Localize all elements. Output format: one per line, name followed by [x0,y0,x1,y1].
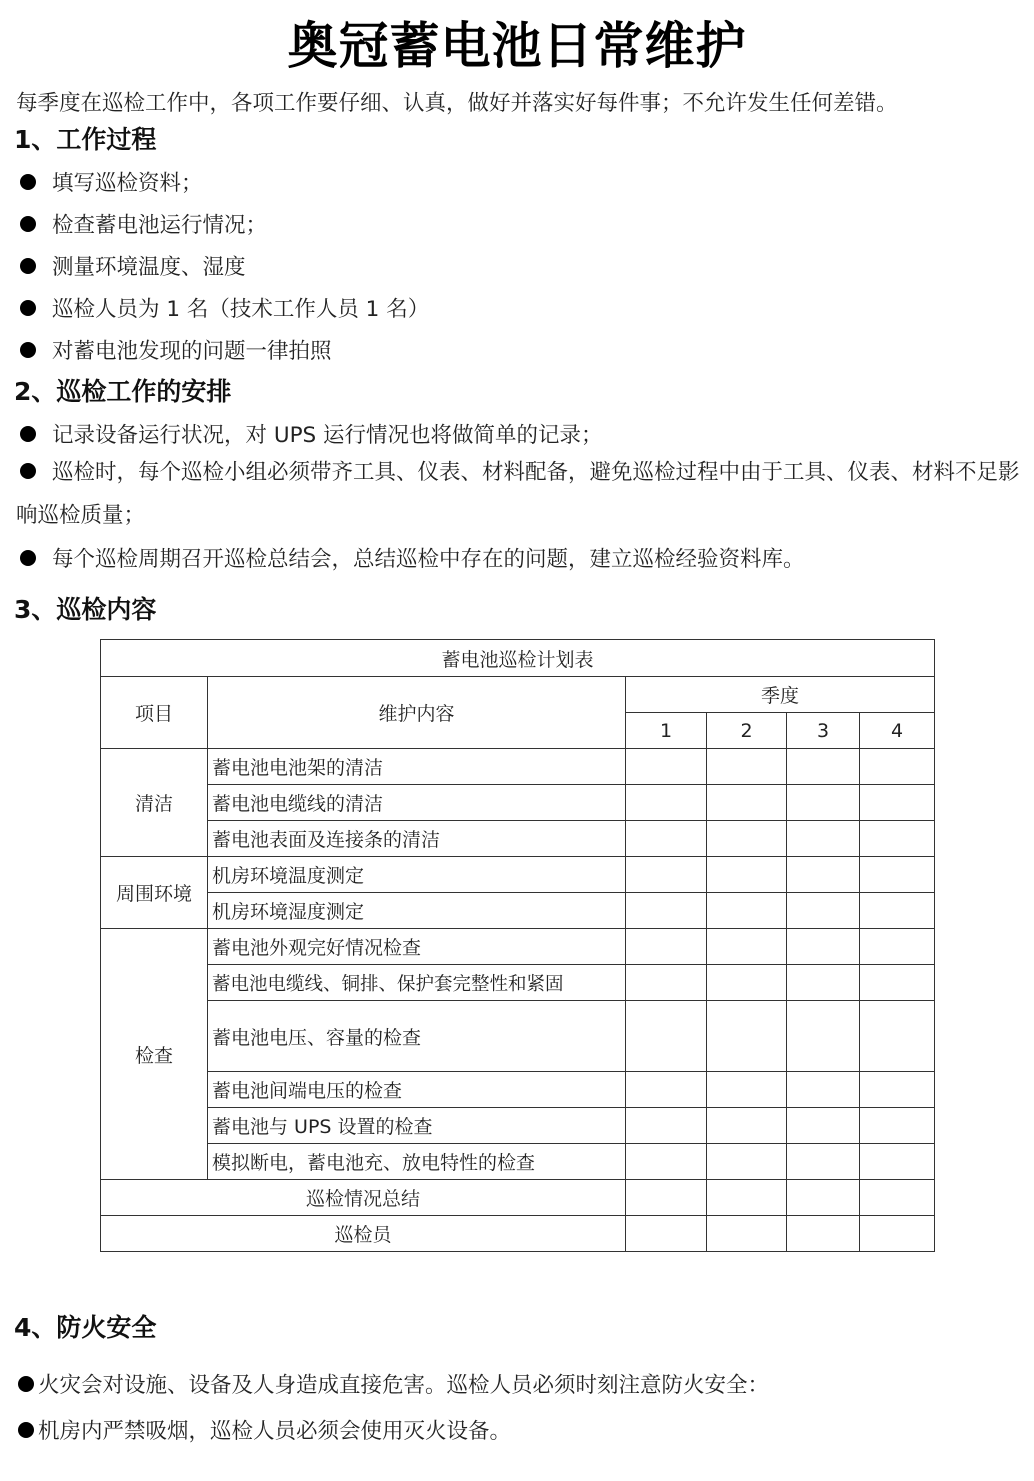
table-row [101,857,935,893]
check-cell [787,1216,860,1252]
check-cell [860,749,935,785]
check-cell [787,1108,860,1144]
check-cell [787,1144,860,1180]
section-heading-inspection-content: 3、巡检内容 [14,595,157,624]
check-cell [626,893,707,929]
check-cell [626,749,707,785]
check-cell [626,1072,707,1108]
check-cell [707,821,787,857]
check-cell [707,749,787,785]
header-item: 项目 [101,677,208,749]
header-quarter-3: 3 [787,713,860,749]
table-row [101,1216,935,1252]
check-cell [626,1001,707,1072]
check-cell [626,965,707,1001]
task-cell: 蓄电池电缆线的清洁 [208,785,626,821]
check-cell [626,1216,707,1252]
check-cell [860,1001,935,1072]
category-environment: 周围环境 [101,857,208,929]
check-cell [707,1001,787,1072]
task-cell: 机房环境温度测定 [208,857,626,893]
check-cell [707,785,787,821]
check-cell [787,1072,860,1108]
header-quarter-4: 4 [860,713,935,749]
list-item: 巡检人员为 1 名（技术工作人员 1 名） [16,292,429,323]
check-cell [787,821,860,857]
check-cell [787,965,860,1001]
list-item: 火灾会对设施、设备及人身造成直接危害。巡检人员必须时刻注意防火安全： [16,1368,769,1399]
table-row [101,929,935,965]
check-cell [787,1180,860,1216]
task-cell: 蓄电池间端电压的检查 [208,1072,626,1108]
task-cell: 机房环境湿度测定 [208,893,626,929]
check-cell [860,965,935,1001]
check-cell [860,893,935,929]
task-cell: 蓄电池电缆线、铜排、保护套完整性和紧固 [208,965,626,1001]
section-heading-fire-safety: 4、防火安全 [14,1313,157,1342]
check-cell [787,1001,860,1072]
bullet-icon [20,174,36,190]
list-item: 每个巡检周期召开巡检总结会，总结巡检中存在的问题，建立巡检经验资料库。 [16,542,805,573]
task-cell: 蓄电池外观完好情况检查 [208,929,626,965]
list-item: 巡检时，每个巡检小组必须带齐工具、仪表、材料配备，避免巡检过程中由于工具、仪表、材料不足影响巡检质量； [16,460,1020,528]
check-cell [707,893,787,929]
check-cell [860,857,935,893]
check-cell [787,749,860,785]
list-item: 测量环境温度、湿度 [16,250,246,281]
check-cell [707,929,787,965]
check-cell [860,1216,935,1252]
bullet-icon [18,1422,34,1438]
table-row [101,1072,935,1108]
table-row [101,821,935,857]
check-cell [787,929,860,965]
bullet-icon [20,342,36,358]
check-cell [860,1144,935,1180]
check-cell [626,857,707,893]
bullet-icon [20,300,36,316]
header-quarter: 季度 [626,677,935,713]
list-item: 记录设备运行状况，对 UPS 运行情况也将做简单的记录； [16,418,603,449]
header-content: 维护内容 [208,677,626,749]
bullet-icon [20,550,36,566]
header-quarter-1: 1 [626,713,707,749]
check-cell [707,965,787,1001]
bullet-icon [18,1376,34,1392]
check-cell [860,929,935,965]
section-heading-work-process: 1、工作过程 [14,125,157,154]
table-row [101,1180,935,1216]
check-cell [626,1144,707,1180]
check-cell [860,821,935,857]
section-heading-inspection-arrangement: 2、巡检工作的安排 [14,377,232,406]
check-cell [707,1108,787,1144]
check-cell [860,1108,935,1144]
table-row [101,1108,935,1144]
table-row [101,785,935,821]
bullet-icon [20,216,36,232]
check-cell [626,1108,707,1144]
summary-label: 巡检情况总结 [101,1180,626,1216]
inspection-plan-table [100,639,935,1252]
check-cell [626,821,707,857]
header-quarter-2: 2 [707,713,787,749]
check-cell [626,1180,707,1216]
table-row [101,965,935,1001]
check-cell [787,893,860,929]
task-cell: 模拟断电，蓄电池充、放电特性的检查 [208,1144,626,1180]
bullet-icon [20,463,36,479]
check-cell [787,785,860,821]
list-item: 检查蓄电池运行情况； [16,208,267,239]
check-cell [707,1144,787,1180]
list-item: 填写巡检资料； [16,166,203,197]
check-cell [626,785,707,821]
check-cell [787,857,860,893]
bullet-icon [20,426,36,442]
inspector-label: 巡检员 [101,1216,626,1252]
check-cell [707,1180,787,1216]
table-row [101,893,935,929]
category-cleaning: 清洁 [101,749,208,857]
list-item: 机房内严禁吸烟，巡检人员必须会使用灭火设备。 [16,1414,511,1445]
list-item: 对蓄电池发现的问题一律拍照 [16,334,332,365]
check-cell [860,785,935,821]
check-cell [707,857,787,893]
task-cell: 蓄电池表面及连接条的清洁 [208,821,626,857]
table-row [101,1144,935,1180]
table-row [101,749,935,785]
check-cell [707,1216,787,1252]
check-cell [860,1180,935,1216]
intro-paragraph: 每季度在巡检工作中，各项工作要仔细、认真，做好并落实好每件事；不允许发生任何差错。 [16,91,898,116]
check-cell [707,1072,787,1108]
page-title: 奥冠蓄电池日常维护 [287,17,747,75]
task-cell: 蓄电池与 UPS 设置的检查 [208,1108,626,1144]
task-cell: 蓄电池电压、容量的检查 [208,1001,626,1072]
category-inspection: 检查 [101,929,208,1180]
table-row [101,1001,935,1072]
check-cell [860,1072,935,1108]
table-caption: 蓄电池巡检计划表 [101,640,935,677]
task-cell: 蓄电池电池架的清洁 [208,749,626,785]
bullet-icon [20,258,36,274]
check-cell [626,929,707,965]
